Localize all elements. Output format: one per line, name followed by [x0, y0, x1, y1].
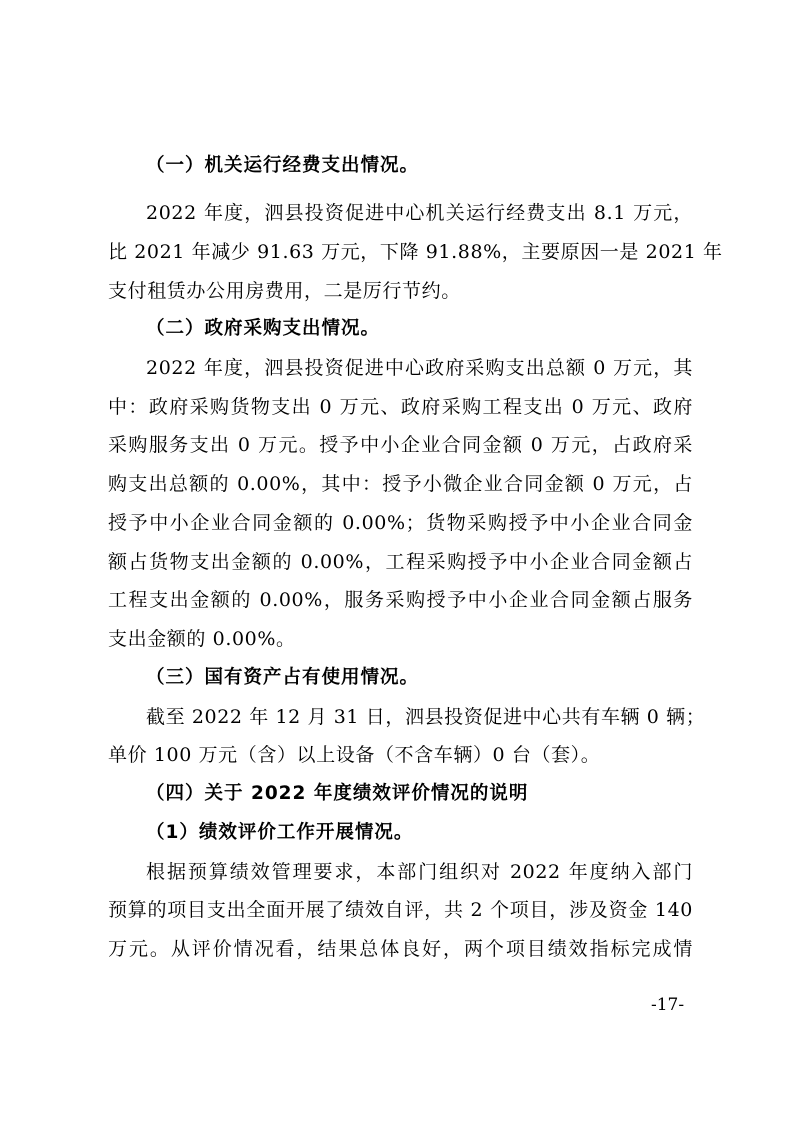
paragraph-line: 单价 100 万元（含）以上设备（不含车辆）0 台（套）。 — [108, 744, 601, 766]
paragraph-line: 2022 年度，泗县投资促进中心机关运行经费支出 8.1 万元， — [146, 202, 693, 224]
paragraph-line: 支付租赁办公用房费用，二是厉行节约。 — [108, 280, 461, 302]
page-number: -17- — [651, 995, 685, 1015]
paragraph-line: 万元。从评价情况看，结果总体良好，两个项目绩效指标完成情 — [108, 938, 693, 960]
paragraph-line: 截至 2022 年 12 月 31 日，泗县投资促进中心共有车辆 0 辆； — [146, 706, 706, 728]
paragraph-line: 采购服务支出 0 万元。授予中小企业合同金额 0 万元，占政府采 — [108, 434, 693, 456]
paragraph-line: 中：政府采购货物支出 0 万元、政府采购工程支出 0 万元、政府 — [108, 396, 693, 418]
paragraph-line: 支出金额的 0.00%。 — [108, 628, 296, 650]
paragraph-line: 预算的项目支出全面开展了绩效自评，共 2 个项目，涉及资金 140 — [108, 899, 693, 921]
paragraph-line: 根据预算绩效管理要求，本部门组织对 2022 年度纳入部门 — [146, 861, 693, 883]
section-heading-state-assets: （三）国有资产占有使用情况。 — [146, 667, 420, 688]
section-heading-government-procurement: （二）政府采购支出情况。 — [146, 318, 381, 339]
paragraph-line: 工程支出金额的 0.00%，服务采购授予中小企业合同金额占服务 — [108, 589, 693, 611]
paragraph-line: 授予中小企业合同金额的 0.00%；货物采购授予中小企业合同金 — [108, 512, 693, 534]
paragraph-line: 2022 年度，泗县投资促进中心政府采购支出总额 0 万元，其 — [146, 357, 693, 379]
section-heading-performance-evaluation: （四）关于 2022 年度绩效评价情况的说明 — [146, 783, 529, 804]
subsection-heading-evaluation-work: （1）绩效评价工作开展情况。 — [146, 822, 414, 843]
paragraph-line: 额占货物支出金额的 0.00%，工程采购授予中小企业合同金额占 — [108, 551, 693, 573]
section-heading-operating-expenses: （一）机关运行经费支出情况。 — [146, 155, 420, 176]
paragraph-line: 比 2021 年减少 91.63 万元，下降 91.88%，主要原因一是 2021 年 — [108, 241, 723, 263]
paragraph-line: 购支出总额的 0.00%，其中：授予小微企业合同金额 0 万元，占 — [108, 473, 693, 495]
